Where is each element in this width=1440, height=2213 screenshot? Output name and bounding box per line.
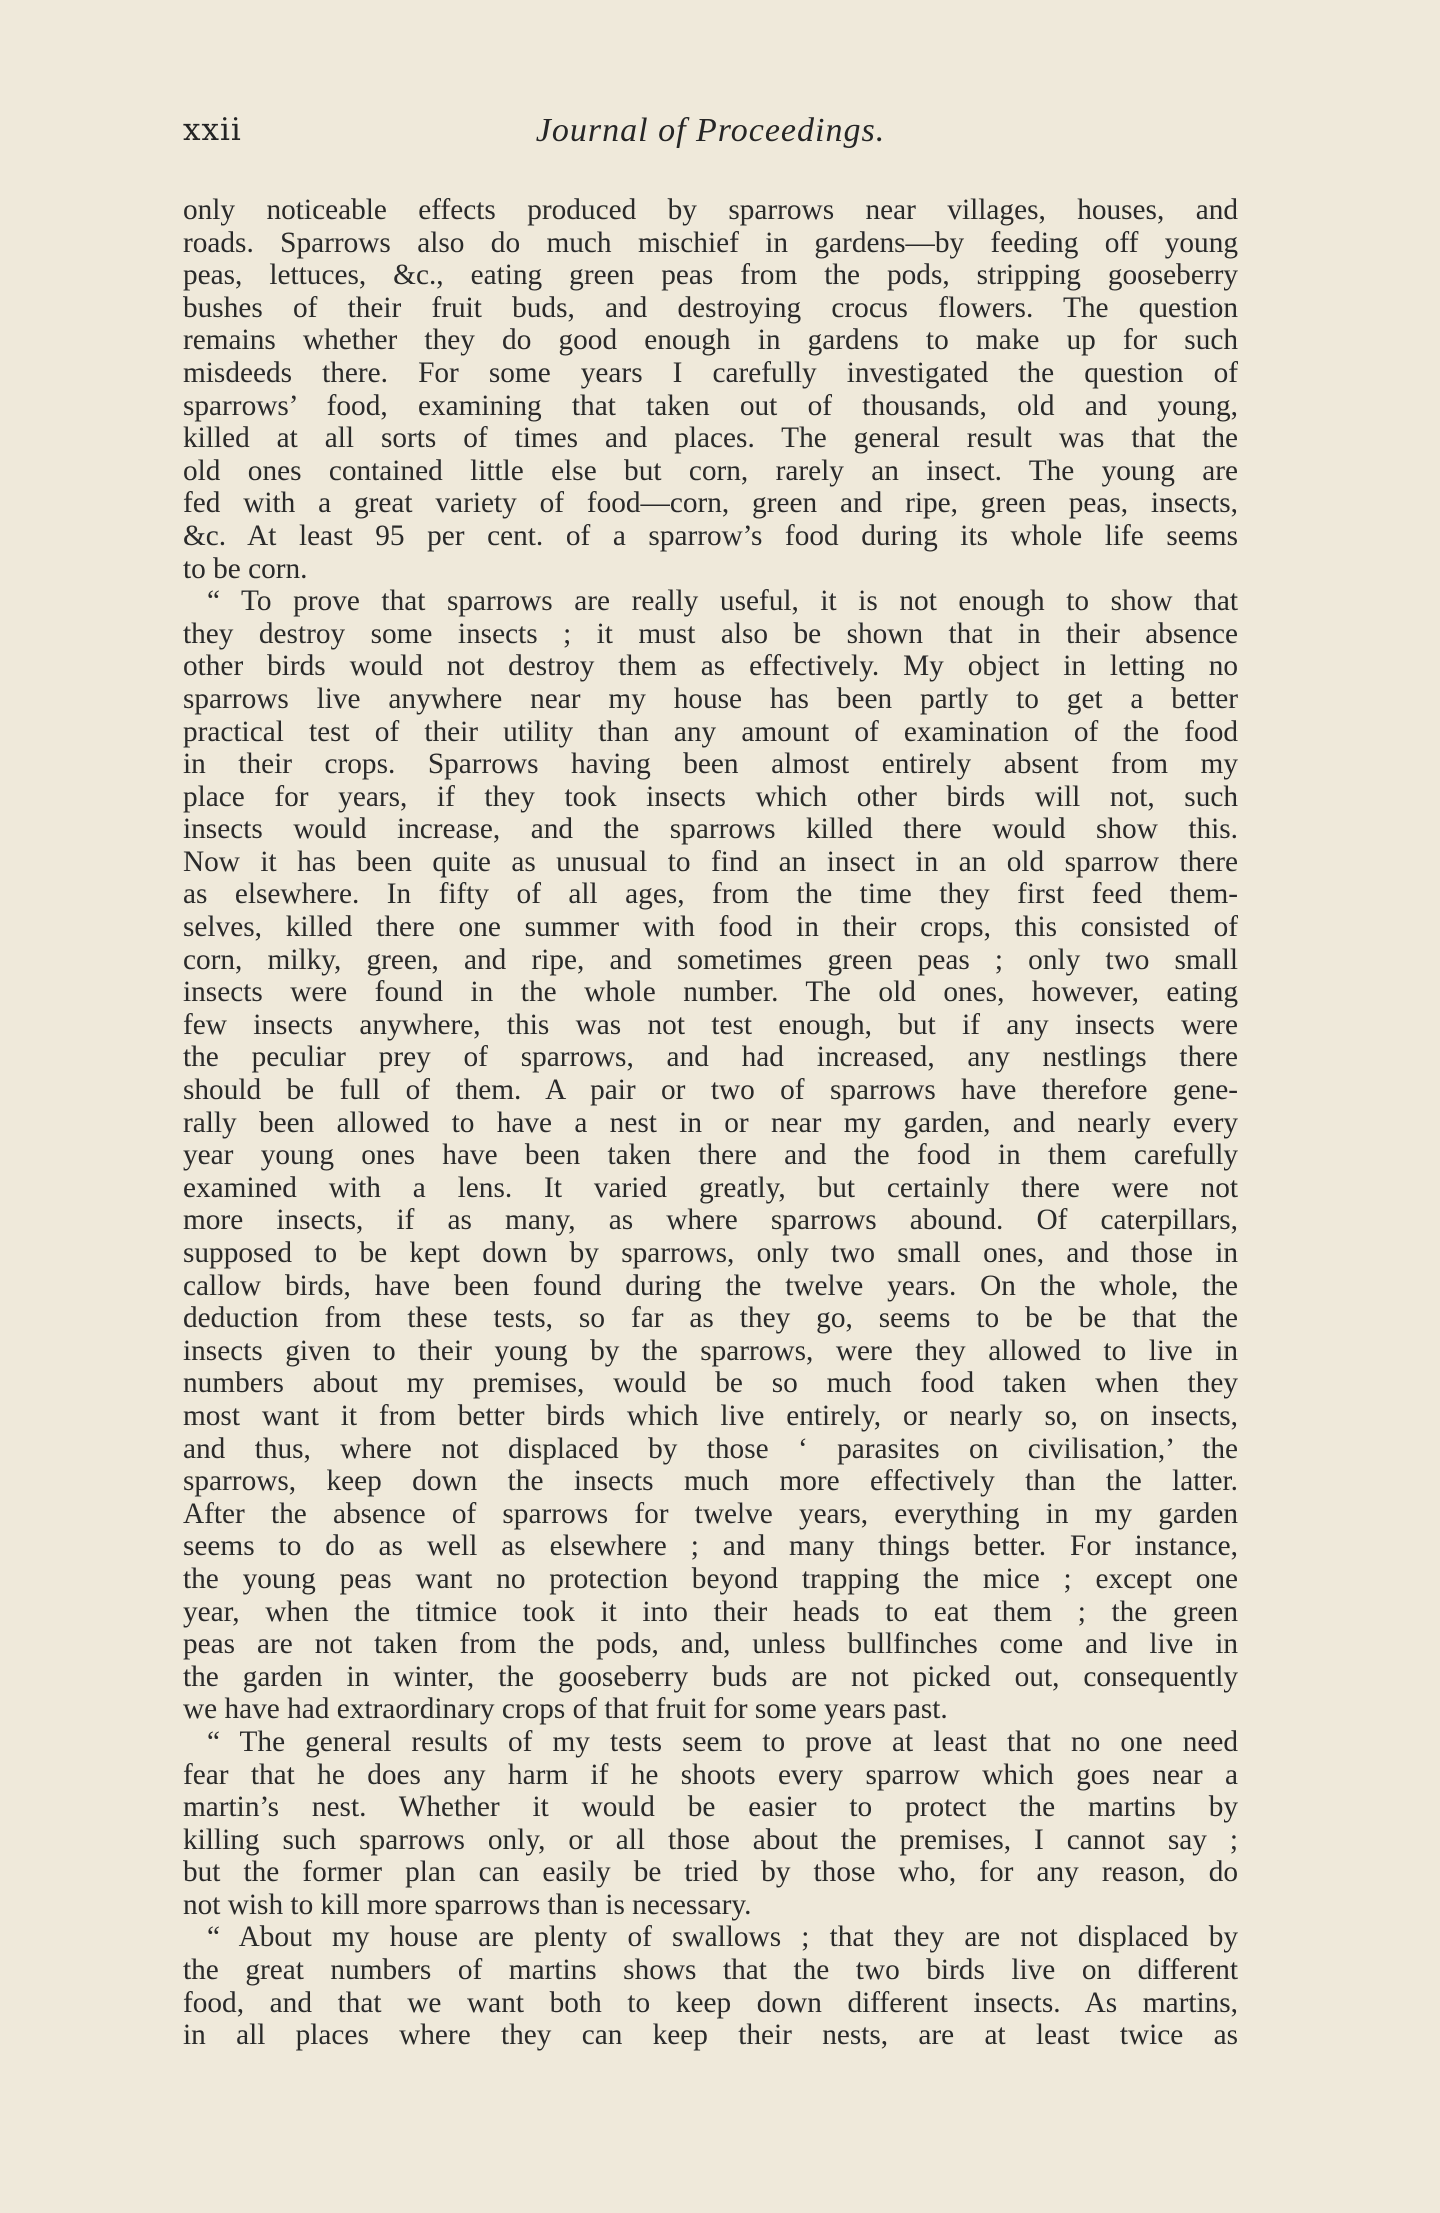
text-line: supposed to be kept down by sparrows, only two small ones, and those in (183, 1237, 1238, 1269)
text-line: as elsewhere. In fifty of all ages, from the time they first feed them- (183, 878, 1238, 911)
text-line: only noticeable effects produced by sparrows near villages, houses, and (183, 194, 1238, 226)
text-line: sparrows’ food, examining that taken out of thousands, old and young, (183, 389, 1238, 422)
text-line: year, when the titmice took it into their heads to eat them ; the green (183, 1595, 1238, 1628)
text-line: numbers about my premises, would be so much food taken when they (183, 1367, 1238, 1400)
text-line: “ About my house are plenty of swallows ; that they are not displaced by (207, 1921, 1238, 1954)
text-line: to be corn. (183, 552, 308, 585)
text-line: “ The general results of my tests seem to prove at least that no one need (207, 1725, 1238, 1758)
text-line: sparrows, keep down the insects much more effectively than the latter. (183, 1465, 1238, 1498)
text-line: insects given to their young by the sparrows, were they allowed to live in (183, 1334, 1238, 1367)
text-line: bushes of their fruit buds, and destroying crocus flowers. The question (183, 291, 1238, 324)
page-number: xxii (183, 112, 242, 148)
text-line: killed at all sorts of times and places. The general result was that the (183, 422, 1238, 455)
text-line: few insects anywhere, this was not test enough, but if any insects were (183, 1008, 1238, 1041)
text-line: old ones contained little else but corn, rarely an insect. The young are (183, 454, 1238, 487)
text-line: Now it has been quite as unusual to find an insect in an old sparrow there (183, 845, 1238, 878)
text-line: &c. At least 95 per cent. of a sparrow’s food during its whole life seems (183, 519, 1238, 552)
text-line: the young peas want no protection beyond trapping the mice ; except one (183, 1562, 1238, 1595)
text-line: killing such sparrows only, or all those about the premises, I cannot say ; (183, 1823, 1238, 1856)
text-line: selves, killed there one summer with food in their crops, this consisted of (183, 911, 1238, 944)
text-line: rally been allowed to have a nest in or near my garden, and nearly every (183, 1106, 1238, 1139)
text-line: practical test of their utility than any amount of examination of the food (183, 715, 1238, 748)
text-line: place for years, if they took insects which other birds will not, such (183, 780, 1238, 813)
body-text (183, 194, 1238, 2052)
page-header (183, 112, 1238, 162)
text-line: not wish to kill more sparrows than is necessary. (183, 1888, 752, 1921)
text-line: more insects, if as many, as where sparrows abound. Of caterpillars, (183, 1204, 1238, 1237)
text-line: roads. Sparrows also do much mischief in gardens—by feeding off young (183, 226, 1238, 259)
text-line: insects were found in the whole number. The old ones, however, eating (183, 976, 1238, 1009)
text-line: but the former plan can easily be tried by those who, for any reason, do (183, 1856, 1238, 1889)
text-line: After the absence of sparrows for twelve years, everything in my garden (183, 1497, 1238, 1530)
text-line: callow birds, have been found during the twelve years. On the whole, the (183, 1269, 1238, 1302)
text-line: they destroy some insects ; it must also be shown that in their absence (183, 617, 1238, 650)
text-line: the peculiar prey of sparrows, and had increased, any nestlings there (183, 1041, 1238, 1074)
text-line: seems to do as well as elsewhere ; and many things better. For instance, (183, 1530, 1238, 1563)
text-line: we have had extraordinary crops of that fruit for some years past. (183, 1693, 948, 1726)
text-line: sparrows live anywhere near my house has been partly to get a better (183, 682, 1238, 715)
text-line: fed with a great variety of food—corn, green and ripe, green peas, insects, (183, 487, 1238, 520)
text-line: misdeeds there. For some years I carefully investigated the question of (183, 356, 1238, 389)
text-line: and thus, where not displaced by those ‘ parasites on civilisation,’ the (183, 1432, 1238, 1465)
text-line: remains whether they do good enough in gardens to make up for such (183, 324, 1238, 357)
text-line: in their crops. Sparrows having been almost entirely absent from my (183, 748, 1238, 781)
text-line: other birds would not destroy them as effectively. My object in letting no (183, 650, 1238, 683)
text-line: year young ones have been taken there and the food in them carefully (183, 1139, 1238, 1172)
text-line: food, and that we want both to keep down different insects. As martins, (183, 1986, 1238, 2019)
text-line: the great numbers of martins shows that the two birds live on different (183, 1954, 1238, 1987)
text-line: peas, lettuces, &c., eating green peas from the pods, stripping gooseberry (183, 259, 1238, 292)
text-line: fear that he does any harm if he shoots every sparrow which goes near a (183, 1758, 1238, 1791)
text-line: most want it from better birds which live entirely, or nearly so, on insects, (183, 1399, 1238, 1432)
text-line: in all places where they can keep their nests, are at least twice as (183, 2019, 1238, 2052)
text-line: examined with a lens. It varied greatly, but certainly there were not (183, 1171, 1238, 1204)
text-line: deduction from these tests, so far as they go, seems to be be that the (183, 1302, 1238, 1335)
text-line: martin’s nest. Whether it would be easier to protect the martins by (183, 1791, 1238, 1824)
text-line: should be full of them. A pair or two of sparrows have therefore gene- (183, 1074, 1238, 1107)
text-line: the garden in winter, the gooseberry buds are not picked out, consequently (183, 1660, 1238, 1693)
text-line: peas are not taken from the pods, and, unless bullfinches come and live in (183, 1628, 1238, 1661)
text-line: insects would increase, and the sparrows killed there would show this. (183, 813, 1238, 846)
text-line: corn, milky, green, and ripe, and sometimes green peas ; only two small (183, 943, 1238, 976)
running-title: Journal of Proceedings. (535, 112, 886, 149)
text-line: “ To prove that sparrows are really useful, it is not enough to show that (207, 585, 1238, 618)
